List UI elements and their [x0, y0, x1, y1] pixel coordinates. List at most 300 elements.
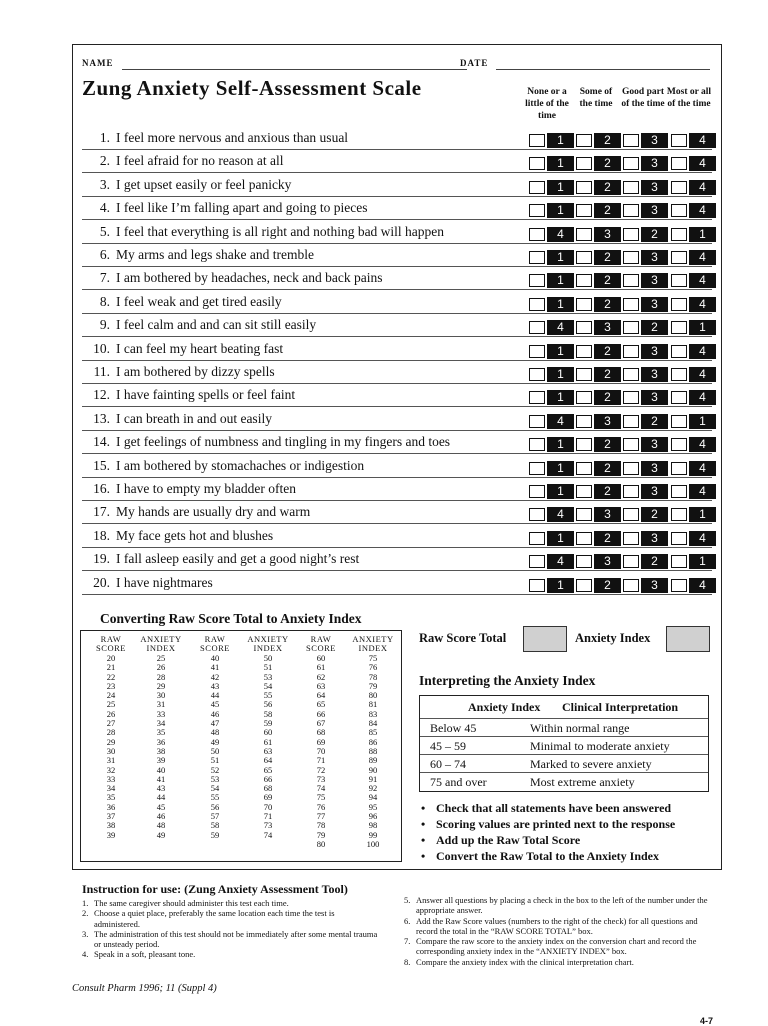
conversion-cell: 35 — [106, 792, 116, 803]
answer-checkbox[interactable] — [529, 415, 545, 428]
answer-checkbox[interactable] — [623, 462, 639, 475]
conversion-cell: 49 — [210, 736, 220, 747]
score-value: 2 — [594, 297, 621, 312]
raw-score-column — [297, 635, 345, 849]
name-label: NAME — [82, 58, 114, 68]
score-value: 1 — [689, 507, 716, 522]
instruction-text: Speak in a soft, pleasant tone. — [94, 949, 196, 960]
question-row — [82, 384, 712, 407]
instruction-text: Answer all questions by placing a check in the box to the left of the number under the appropriate answer. — [416, 895, 708, 916]
question-label: I am bothered by stomachaches or indigestion — [116, 457, 365, 473]
interpretation-title: Interpreting the Anxiety Index — [419, 673, 596, 688]
conversion-cell: 70 — [263, 801, 273, 812]
answer-checkbox[interactable] — [529, 228, 545, 241]
instruction-text: Choose a quiet place, preferably the same location each time the test is administered. — [94, 908, 335, 929]
score-value: 2 — [594, 180, 621, 195]
conversion-cell: 71 — [263, 811, 273, 822]
question-label: I get feelings of numbness and tingling in my fingers and toes — [116, 434, 451, 450]
score-value: 3 — [594, 507, 621, 522]
question-row — [82, 455, 712, 478]
answer-checkbox[interactable] — [623, 532, 639, 545]
question-row — [82, 244, 712, 267]
raw-score-total-box[interactable] — [523, 626, 567, 652]
raw-score-column — [191, 635, 239, 840]
interpretation-col-text: Clinical Interpretation — [562, 700, 679, 714]
question-text — [82, 411, 272, 427]
question-row — [82, 174, 712, 197]
answer-checkbox[interactable] — [623, 438, 639, 451]
question-label: I have to empty my bladder often — [116, 481, 296, 496]
conversion-column-header: RAW SCORE — [306, 634, 336, 654]
answer-checkbox[interactable] — [529, 157, 545, 170]
conversion-cell: 49 — [156, 829, 166, 840]
score-value: 3 — [641, 531, 668, 546]
name-date-row — [82, 58, 712, 72]
instruction-number: 4. — [82, 949, 89, 960]
conversion-cell: 66 — [263, 773, 273, 784]
score-value: 2 — [594, 437, 621, 452]
score-value: 4 — [689, 484, 716, 499]
answer-checkbox[interactable] — [529, 485, 545, 498]
score-value: 1 — [547, 203, 574, 218]
answer-checkbox[interactable] — [623, 321, 639, 334]
interpretation-table — [419, 695, 709, 792]
answer-checkbox[interactable] — [576, 321, 592, 334]
answer-checkbox[interactable] — [529, 204, 545, 217]
instruction-text: Compare the raw score to the anxiety index on the conversion chart and record the corresponding anxiety index in the “ANXIETY INDEX” box. — [416, 936, 697, 957]
conversion-cell: 24 — [106, 690, 116, 701]
instruction-number: 6. — [404, 915, 411, 926]
answer-checkbox[interactable] — [576, 228, 592, 241]
conversion-cell: 96 — [368, 811, 378, 822]
answer-checkbox[interactable] — [623, 134, 639, 147]
interpretation-range: 60 – 74 — [430, 757, 466, 771]
conversion-cell: 76 — [368, 662, 378, 673]
score-value: 2 — [641, 227, 668, 242]
question-label: I get upset easily or feel panicky — [116, 176, 292, 192]
question-row — [82, 478, 712, 501]
conversion-cell: 53 — [210, 773, 220, 784]
answer-checkbox[interactable] — [623, 391, 639, 404]
date-field[interactable] — [496, 69, 710, 70]
conversion-cell: 80 — [368, 690, 378, 701]
answer-checkbox[interactable] — [529, 181, 545, 194]
conversion-cell: 80 — [316, 838, 326, 849]
column-header-some: Some of the time — [579, 87, 613, 109]
instruction-item — [82, 929, 382, 950]
question-label: I fall asleep easily and get a good night’s rest — [116, 551, 360, 567]
score-value: 2 — [641, 507, 668, 522]
interpretation-text: Minimal to moderate anxiety — [530, 739, 670, 753]
conversion-cell: 72 — [316, 764, 326, 775]
instruction-item — [404, 895, 714, 916]
answer-checkbox[interactable] — [623, 345, 639, 358]
score-value: 3 — [641, 273, 668, 288]
answer-checkbox[interactable] — [671, 228, 687, 241]
instructions-right — [404, 895, 714, 967]
score-value: 1 — [547, 531, 574, 546]
score-value: 1 — [547, 578, 574, 593]
question-number: 8. — [99, 293, 110, 309]
question-row — [82, 525, 712, 548]
conversion-cell: 45 — [210, 699, 220, 710]
answer-checkbox[interactable] — [671, 579, 687, 592]
score-value: 3 — [641, 437, 668, 452]
anxiety-index-label: Anxiety Index — [575, 631, 651, 645]
conversion-cell: 78 — [316, 820, 326, 831]
answer-checkbox[interactable] — [671, 321, 687, 334]
answer-checkbox[interactable] — [576, 345, 592, 358]
answer-checkbox[interactable] — [529, 274, 545, 287]
conversion-cell: 51 — [210, 755, 220, 766]
instruction-number: 7. — [404, 936, 411, 947]
conversion-cell: 78 — [368, 671, 378, 682]
conversion-cell: 30 — [156, 690, 166, 701]
conversion-cell: 48 — [156, 820, 166, 831]
page-number: 4-7 — [700, 1016, 714, 1026]
question-number: 5. — [99, 223, 110, 239]
answer-checkbox[interactable] — [576, 157, 592, 170]
conversion-cell: 75 — [368, 653, 378, 663]
answer-checkbox[interactable] — [576, 485, 592, 498]
instruction-item — [404, 916, 714, 937]
instruction-text: The administration of this test should not be immediately after some mental trauma or unsteady period. — [94, 928, 378, 950]
conversion-cell: 36 — [156, 736, 166, 747]
conversion-cell: 25 — [156, 653, 166, 663]
question-number: 12. — [93, 387, 110, 403]
score-value: 2 — [594, 250, 621, 265]
score-value: 4 — [689, 367, 716, 382]
score-value: 4 — [689, 273, 716, 288]
score-value: 4 — [547, 507, 574, 522]
name-field[interactable] — [122, 69, 467, 70]
conversion-cell: 81 — [368, 699, 378, 710]
answer-checkbox[interactable] — [576, 415, 592, 428]
question-row — [82, 267, 712, 290]
instruction-number: 5. — [404, 895, 411, 905]
conversion-cell: 58 — [210, 820, 220, 831]
answer-checkbox[interactable] — [671, 555, 687, 568]
answer-checkbox[interactable] — [671, 532, 687, 545]
question-label: I feel that everything is all right and nothing bad will happen — [116, 223, 445, 239]
conversion-cell: 59 — [263, 718, 273, 729]
answer-checkbox[interactable] — [576, 181, 592, 194]
conversion-cell: 90 — [368, 764, 378, 775]
conversion-cell: 26 — [156, 662, 166, 673]
score-value: 4 — [689, 390, 716, 405]
question-number: 20. — [93, 574, 110, 590]
anxiety-index-column — [137, 635, 185, 840]
conversion-cell: 29 — [106, 736, 116, 747]
answer-checkbox[interactable] — [623, 485, 639, 498]
question-number: 7. — [99, 270, 110, 286]
answer-checkbox[interactable] — [623, 251, 639, 264]
question-number: 13. — [93, 410, 110, 426]
question-text — [82, 317, 316, 333]
answer-checkbox[interactable] — [576, 579, 592, 592]
question-number: 15. — [93, 457, 110, 473]
answer-checkbox[interactable] — [671, 368, 687, 381]
conversion-cell: 56 — [210, 801, 220, 812]
answer-checkbox[interactable] — [529, 251, 545, 264]
answer-checkbox[interactable] — [623, 157, 639, 170]
question-text — [82, 528, 273, 544]
conversion-cell: 55 — [210, 792, 220, 803]
answer-checkbox[interactable] — [623, 508, 639, 521]
question-number: 16. — [93, 481, 110, 496]
conversion-cell: 41 — [156, 773, 166, 784]
answer-checkbox[interactable] — [671, 251, 687, 264]
question-row — [82, 150, 712, 173]
score-value: 1 — [547, 156, 574, 171]
conversion-cell: 68 — [263, 783, 273, 794]
answer-checkbox[interactable] — [671, 485, 687, 498]
question-text — [82, 270, 383, 286]
conversion-cell: 63 — [263, 745, 273, 756]
answer-checkbox[interactable] — [623, 181, 639, 194]
answer-checkbox[interactable] — [529, 298, 545, 311]
question-number: 6. — [99, 247, 110, 262]
raw-score-column — [87, 635, 135, 840]
conversion-cell: 36 — [106, 801, 116, 812]
conversion-cell: 56 — [263, 699, 273, 710]
question-text — [82, 551, 359, 567]
question-number: 4. — [99, 200, 110, 216]
answer-checkbox[interactable] — [576, 391, 592, 404]
conversion-column-header: RAW SCORE — [96, 634, 126, 654]
conversion-cell: 46 — [210, 708, 220, 719]
question-label: I feel calm and and can sit still easily — [116, 317, 317, 333]
instruction-text: Compare the anxiety index with the clinical interpretation chart. — [416, 956, 634, 967]
conversion-cell: 65 — [316, 699, 326, 710]
answer-checkbox[interactable] — [576, 251, 592, 264]
anxiety-index-box[interactable] — [666, 626, 710, 652]
conversion-cell: 44 — [156, 792, 166, 803]
score-value: 3 — [641, 133, 668, 148]
conversion-cell: 31 — [156, 699, 166, 710]
conversion-cell: 77 — [316, 811, 326, 822]
answer-checkbox[interactable] — [671, 438, 687, 451]
score-value: 1 — [689, 227, 716, 242]
conversion-cell: 68 — [316, 727, 326, 738]
conversion-cell: 67 — [316, 718, 326, 729]
question-row — [82, 361, 712, 384]
conversion-cell: 64 — [263, 755, 273, 766]
conversion-cell: 26 — [106, 708, 116, 719]
answer-checkbox[interactable] — [576, 368, 592, 381]
score-value: 2 — [594, 203, 621, 218]
instruction-number: 1. — [82, 898, 89, 908]
conversion-cell: 39 — [156, 755, 166, 766]
question-text — [82, 575, 213, 591]
question-row — [82, 408, 712, 431]
score-value: 2 — [641, 414, 668, 429]
answer-checkbox[interactable] — [671, 298, 687, 311]
conversion-cell: 69 — [263, 792, 273, 803]
question-number: 2. — [99, 153, 110, 169]
question-number: 18. — [93, 527, 110, 543]
answer-checkbox[interactable] — [529, 134, 545, 147]
conversion-cell: 48 — [210, 727, 220, 738]
answer-checkbox[interactable] — [529, 532, 545, 545]
conversion-cell: 71 — [316, 755, 326, 766]
answer-checkbox[interactable] — [576, 462, 592, 475]
answer-checkbox[interactable] — [623, 555, 639, 568]
question-label: I can feel my heart beating fast — [116, 340, 284, 356]
conversion-cell: 57 — [210, 811, 220, 822]
conversion-cell: 28 — [156, 671, 166, 682]
conversion-cell: 74 — [263, 829, 273, 840]
answer-checkbox[interactable] — [671, 134, 687, 147]
question-text — [82, 130, 348, 146]
instruction-number: 3. — [82, 928, 89, 939]
checklist-item: • Convert the Raw Total to the Anxiety Index — [421, 848, 675, 864]
conversion-cell: 63 — [316, 680, 326, 691]
score-value: 3 — [594, 320, 621, 335]
conversion-cell: 58 — [263, 708, 273, 719]
question-text — [82, 434, 450, 450]
score-value: 2 — [641, 554, 668, 569]
conversion-cell: 27 — [106, 718, 116, 729]
answer-checkbox[interactable] — [576, 204, 592, 217]
interpretation-row — [420, 736, 708, 754]
question-label: My hands are usually dry and warm — [116, 504, 311, 520]
question-text — [82, 458, 364, 474]
answer-checkbox[interactable] — [529, 345, 545, 358]
question-label: My face gets hot and blushes — [116, 527, 274, 543]
score-value: 4 — [689, 180, 716, 195]
answer-checkbox[interactable] — [576, 532, 592, 545]
answer-checkbox[interactable] — [576, 555, 592, 568]
column-header-none: None or a little of the time — [525, 87, 569, 121]
conversion-cell: 89 — [368, 755, 378, 766]
conversion-cell: 42 — [210, 671, 220, 682]
score-value: 3 — [641, 461, 668, 476]
interpretation-row — [420, 754, 708, 772]
answer-checkbox[interactable] — [671, 345, 687, 358]
checklist-item: • Scoring values are printed next to the response — [421, 816, 675, 832]
instructions-title: Instruction for use: (Zung Anxiety Assessment Tool) — [82, 882, 348, 896]
answer-checkbox[interactable] — [623, 204, 639, 217]
score-value: 3 — [641, 180, 668, 195]
question-number: 19. — [93, 551, 110, 567]
answer-checkbox[interactable] — [529, 438, 545, 451]
score-value: 1 — [547, 367, 574, 382]
answer-checkbox[interactable] — [671, 462, 687, 475]
answer-checkbox[interactable] — [529, 462, 545, 475]
answer-checkbox[interactable] — [576, 438, 592, 451]
question-label: I feel afraid for no reason at all — [116, 153, 284, 169]
conversion-cell: 21 — [106, 662, 116, 673]
answer-checkbox[interactable] — [623, 298, 639, 311]
answer-checkbox[interactable] — [623, 368, 639, 381]
answer-checkbox[interactable] — [623, 228, 639, 241]
score-value: 4 — [547, 554, 574, 569]
question-row — [82, 572, 712, 595]
question-text — [82, 200, 368, 216]
score-value: 3 — [641, 297, 668, 312]
answer-checkbox[interactable] — [623, 274, 639, 287]
answer-checkbox[interactable] — [671, 391, 687, 404]
answer-checkbox[interactable] — [529, 321, 545, 334]
conversion-cell: 73 — [316, 773, 326, 784]
conversion-cell: 20 — [106, 653, 116, 663]
answer-checkbox[interactable] — [529, 391, 545, 404]
question-text — [82, 504, 310, 520]
conversion-column-header: ANXIETY INDEX — [352, 634, 394, 654]
answer-checkbox[interactable] — [576, 134, 592, 147]
score-value: 3 — [641, 390, 668, 405]
question-row — [82, 221, 712, 244]
score-value: 3 — [594, 554, 621, 569]
conversion-cell: 59 — [210, 829, 220, 840]
score-value: 4 — [689, 437, 716, 452]
score-value: 2 — [594, 344, 621, 359]
score-value: 4 — [689, 531, 716, 546]
score-value: 2 — [594, 531, 621, 546]
answer-checkbox[interactable] — [529, 579, 545, 592]
answer-checkbox[interactable] — [529, 508, 545, 521]
conversion-cell: 41 — [210, 662, 220, 673]
score-value: 1 — [547, 133, 574, 148]
score-value: 3 — [641, 156, 668, 171]
question-number: 14. — [93, 434, 110, 450]
conversion-cell: 84 — [368, 718, 378, 729]
instruction-item — [404, 936, 714, 957]
conversion-cell: 46 — [156, 811, 166, 822]
answer-checkbox[interactable] — [529, 555, 545, 568]
question-number: 9. — [99, 317, 110, 333]
answer-checkbox[interactable] — [671, 508, 687, 521]
conversion-cell: 31 — [106, 755, 116, 766]
score-value: 2 — [594, 484, 621, 499]
score-value: 4 — [689, 297, 716, 312]
answer-checkbox[interactable] — [576, 508, 592, 521]
question-label: My arms and legs shake and tremble — [116, 247, 314, 262]
answer-checkbox[interactable] — [529, 368, 545, 381]
conversion-cell: 50 — [263, 653, 273, 663]
conversion-cell: 43 — [156, 783, 166, 794]
answer-checkbox[interactable] — [576, 298, 592, 311]
question-row — [82, 338, 712, 361]
answer-checkbox[interactable] — [671, 415, 687, 428]
conversion-cell: 95 — [368, 801, 378, 812]
conversion-cell: 28 — [106, 727, 116, 738]
question-row — [82, 548, 712, 571]
answer-checkbox[interactable] — [623, 579, 639, 592]
conversion-cell: 33 — [106, 773, 116, 784]
date-label: DATE — [460, 58, 489, 68]
scoring-checklist — [421, 800, 675, 864]
answer-checkbox[interactable] — [671, 204, 687, 217]
conversion-cell: 61 — [263, 736, 273, 747]
answer-checkbox[interactable] — [576, 274, 592, 287]
score-value: 1 — [547, 484, 574, 499]
conversion-cell: 73 — [263, 820, 273, 831]
answer-checkbox[interactable] — [623, 415, 639, 428]
answer-checkbox[interactable] — [671, 157, 687, 170]
raw-score-total-label: Raw Score Total — [419, 631, 507, 645]
conversion-cell: 55 — [263, 690, 273, 701]
question-text — [82, 294, 282, 310]
conversion-cell: 86 — [368, 736, 378, 747]
conversion-cell: 40 — [156, 764, 166, 775]
conversion-cell: 98 — [368, 820, 378, 831]
question-text — [82, 387, 295, 403]
score-value: 2 — [594, 156, 621, 171]
answer-checkbox[interactable] — [671, 274, 687, 287]
answer-checkbox[interactable] — [671, 181, 687, 194]
